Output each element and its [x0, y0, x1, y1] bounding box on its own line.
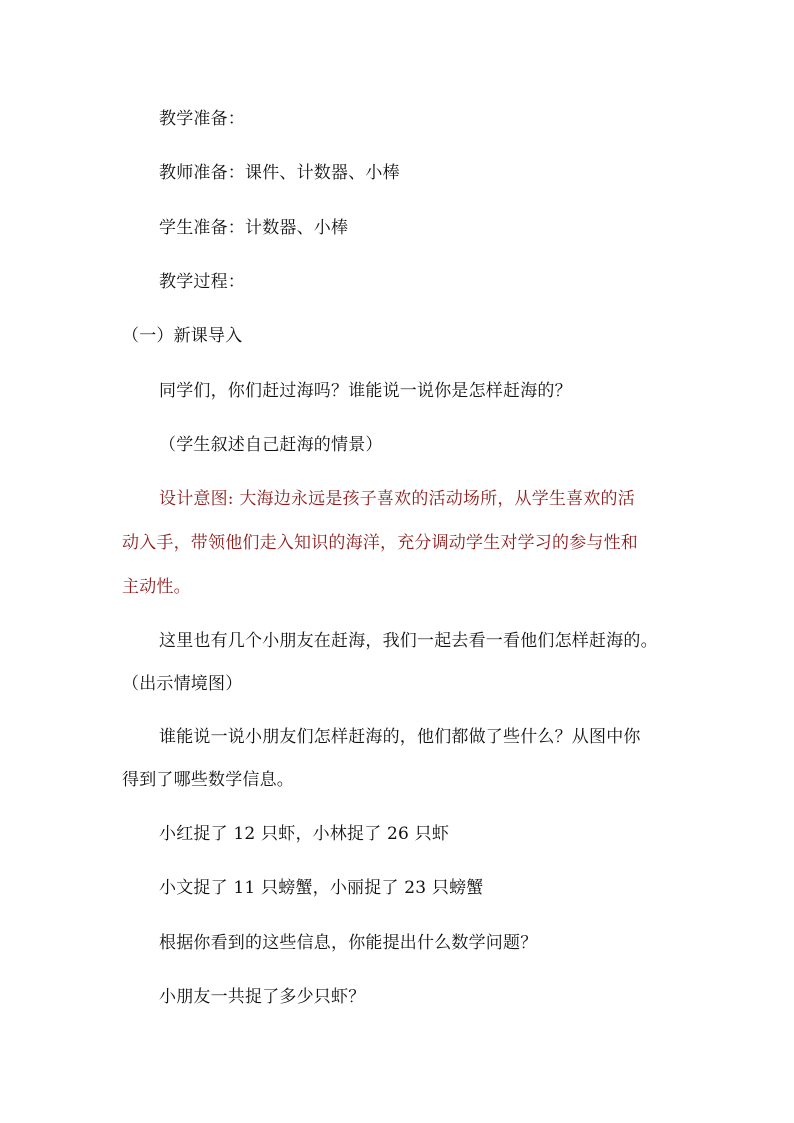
- design-intent-line-1: 设计意图: 大海边永远是孩子喜欢的活动场所，从学生喜欢的活: [159, 489, 635, 509]
- show-scenario-picture-text: （出示情境图）: [122, 674, 243, 694]
- teacher-preparation-text: 教师准备：课件、计数器、小棒: [159, 163, 400, 183]
- scenario-text: 这里也有几个小朋友在赶海，我们一起去看一看他们怎样赶海的。: [159, 631, 658, 651]
- teaching-process-heading: 教学过程：: [159, 272, 245, 292]
- design-intent-line-2: 动入手，带领他们走入知识的海洋，充分调动学生对学习的参与性和: [122, 533, 638, 553]
- intro-question-text: 同学们，你们赶过海吗？谁能说一说你是怎样赶海的？: [159, 381, 572, 401]
- section-heading-intro: （一）新课导入: [122, 326, 243, 346]
- shrimp-info-text: 小红捉了 12 只虾，小林捉了 26 只虾: [159, 824, 450, 844]
- crab-info-text: 小文捉了 11 只螃蟹，小丽捉了 23 只螃蟹: [159, 878, 484, 898]
- total-shrimp-question: 小朋友一共捉了多少只虾？: [159, 987, 366, 1007]
- design-intent-line-3: 主动性。: [122, 577, 191, 597]
- student-preparation-text: 学生准备：计数器、小棒: [159, 218, 349, 238]
- question-line-1: 谁能说一说小朋友们怎样赶海的，他们都做了些什么？从图中你: [159, 727, 641, 747]
- student-response-text: （学生叙述自己赶海的情景）: [159, 435, 383, 455]
- teaching-preparation-heading: 教学准备：: [159, 109, 245, 129]
- question-line-2: 得到了哪些数学信息。: [122, 770, 294, 790]
- math-problem-prompt: 根据你看到的这些信息，你能提出什么数学问题？: [159, 933, 538, 953]
